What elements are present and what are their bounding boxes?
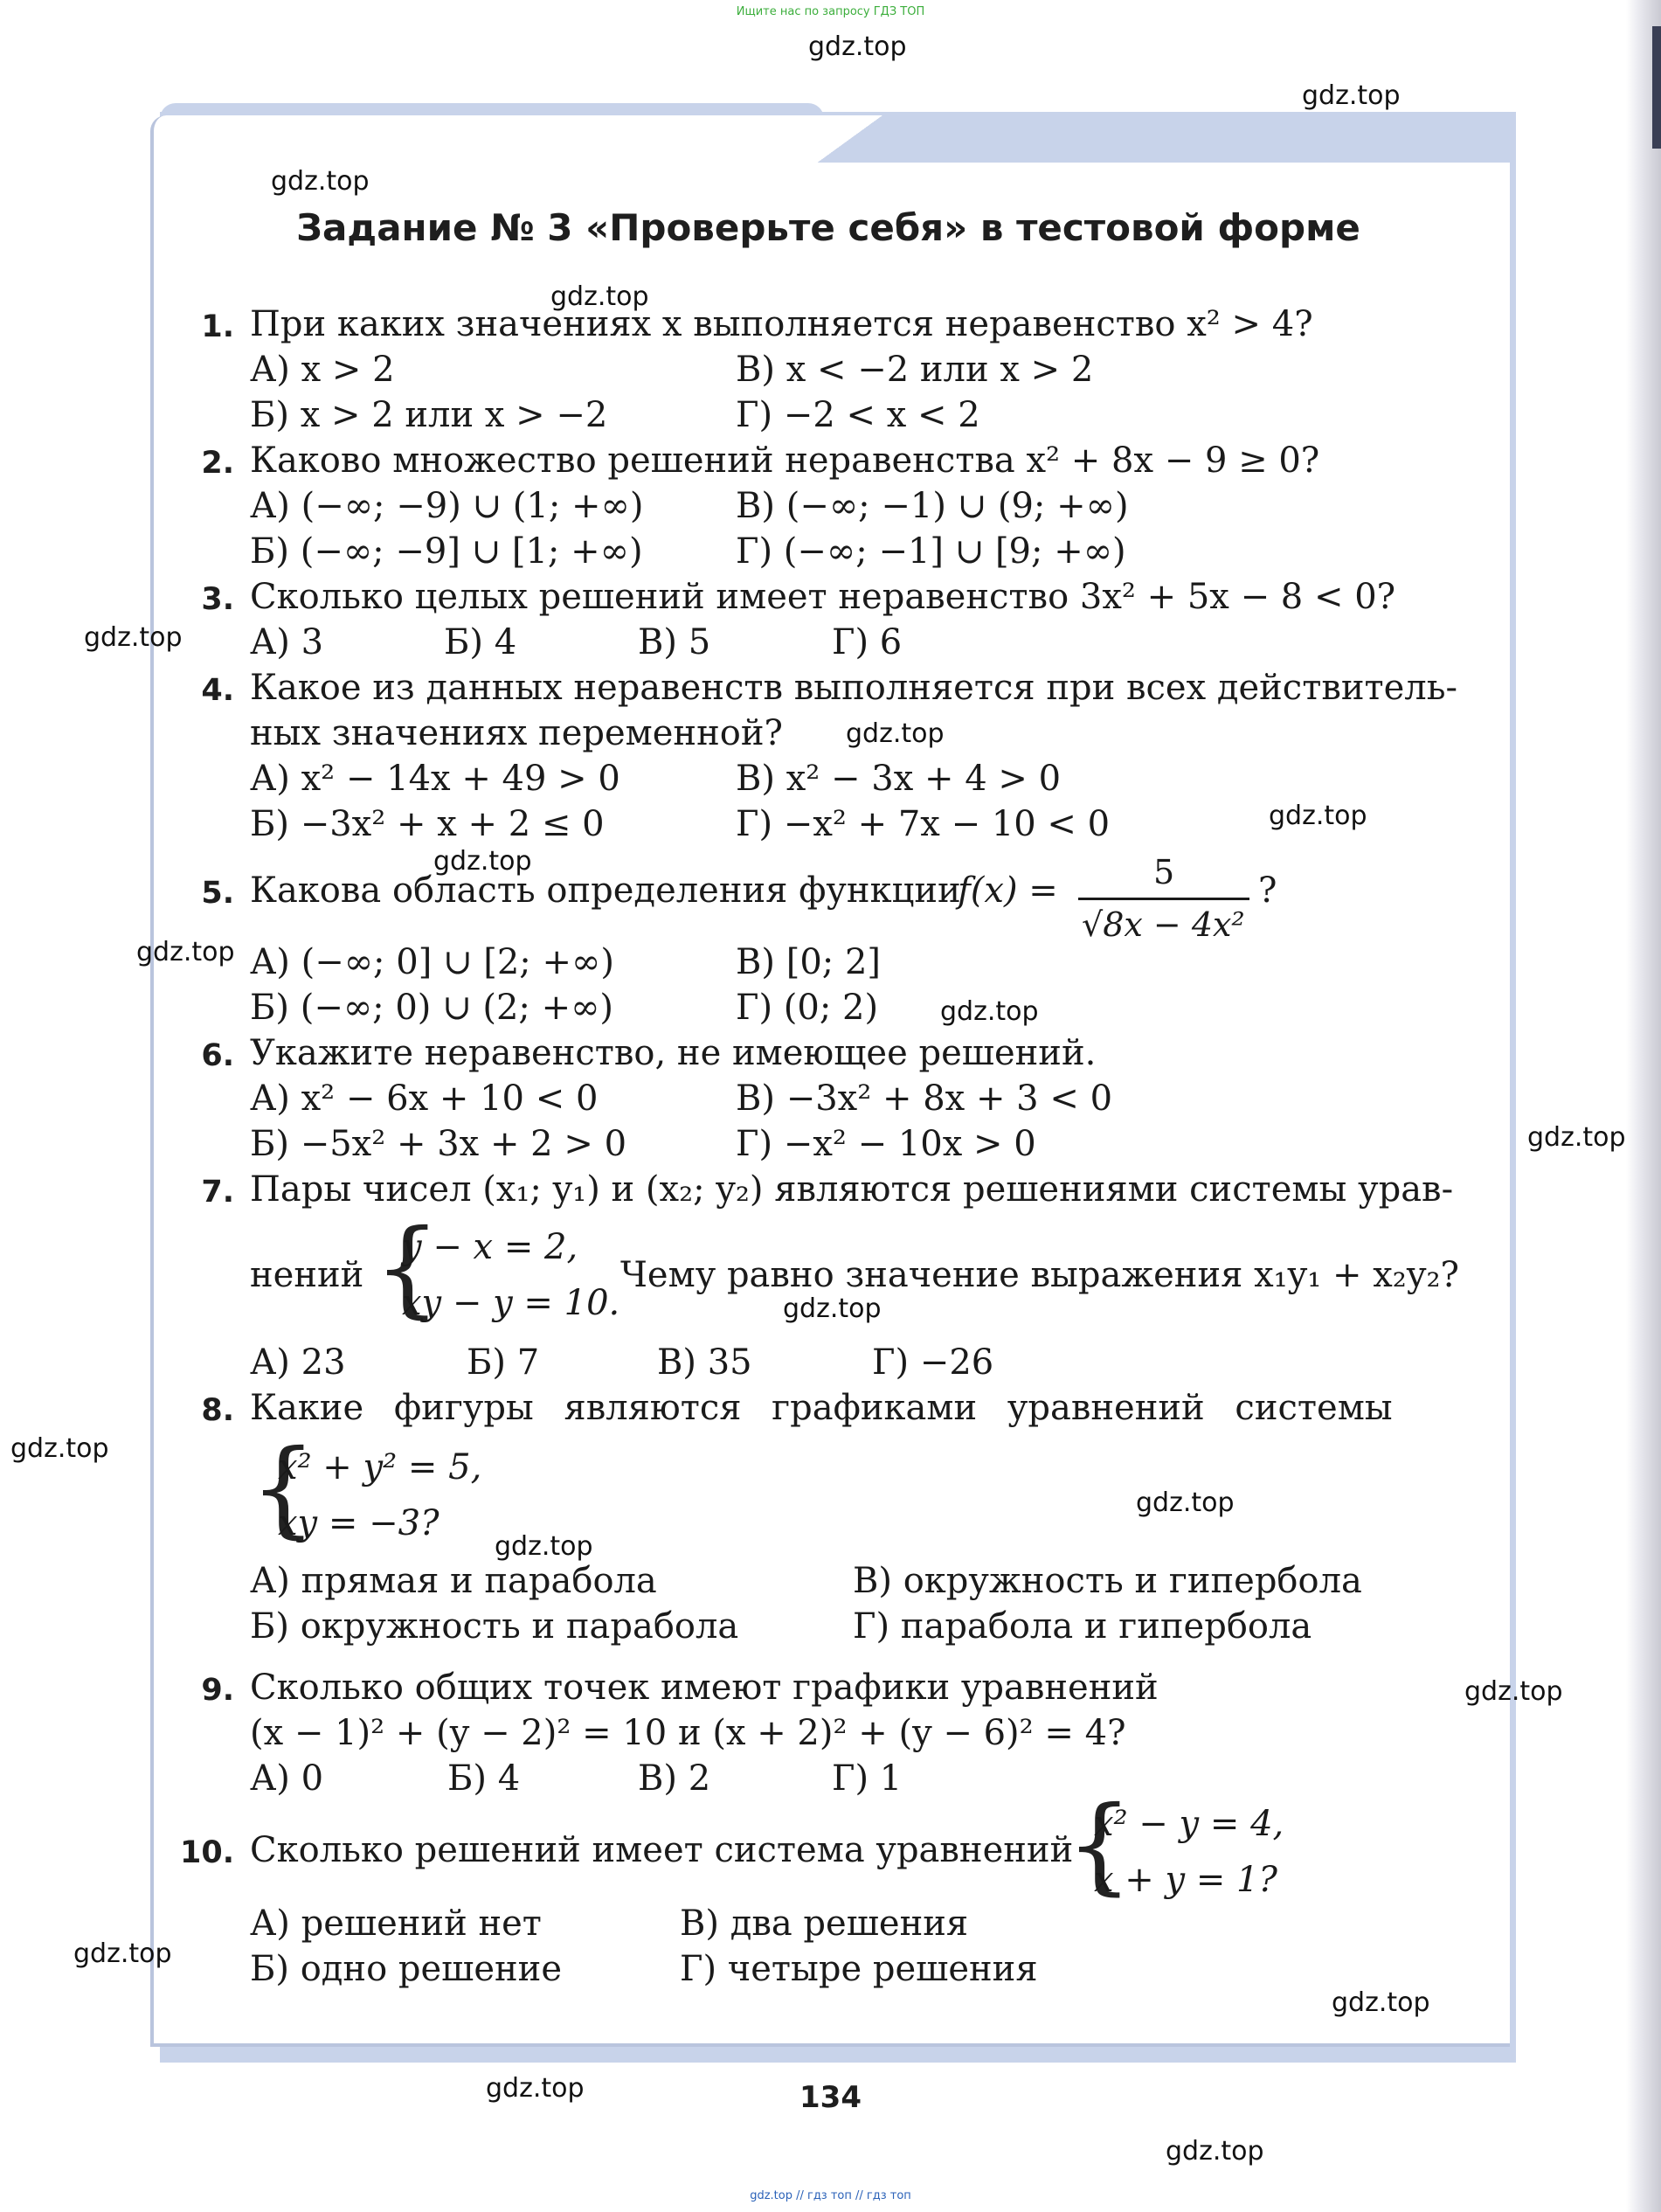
q4-option-b[interactable]: Б) −3x² + x + 2 ≤ 0: [250, 804, 605, 844]
q10-system-brace: {: [1066, 1785, 1133, 1906]
question-7-text-line1: Пары чисел (x₁; y₁) и (x₂; y₂) являются решениями системы урав-: [250, 1169, 1454, 1210]
q10-system-eq1: x² − y = 4,: [1094, 1804, 1284, 1844]
watermark: gdz.top: [10, 1433, 109, 1464]
watermark: gdz.top: [550, 281, 649, 312]
watermark: gdz.top: [495, 1531, 593, 1562]
question-6-text: Укажите неравенство, не имеющее решений.: [250, 1033, 1097, 1073]
question-5-text: Какова область определения функции: [250, 870, 961, 911]
watermark: gdz.top: [783, 1293, 882, 1324]
q8-system-eq2: xy = −3?: [278, 1503, 439, 1543]
q5-option-v[interactable]: В) [0; 2]: [736, 942, 882, 982]
q7-system-eq1: y − x = 2,: [402, 1227, 578, 1267]
q9-option-v[interactable]: В) 2: [638, 1758, 711, 1799]
q5-fraction-numerator: 5: [1153, 853, 1175, 891]
question-number-5: 5.: [201, 876, 234, 911]
frame-tab-slope: [813, 115, 882, 166]
page-edge-binding: [1652, 26, 1661, 149]
watermark: gdz.top: [84, 622, 183, 653]
question-number-6: 6.: [201, 1038, 234, 1073]
question-number-10: 10.: [179, 1835, 234, 1870]
q7-option-a[interactable]: А) 23: [250, 1342, 346, 1383]
q3-option-b[interactable]: Б) 4: [444, 622, 517, 662]
q6-option-v[interactable]: В) −3x² + 8x + 3 < 0: [736, 1078, 1113, 1119]
watermark: gdz.top: [73, 1938, 172, 1969]
question-2-text: Каково множество решений неравенства x² + 8x − 9 ≥ 0?: [250, 440, 1320, 481]
q8-option-v[interactable]: В) окружность и гипербола: [853, 1561, 1362, 1601]
q8-option-g[interactable]: Г) парабола и гипербола: [853, 1606, 1312, 1647]
q6-option-b[interactable]: Б) −5x² + 3x + 2 > 0: [250, 1124, 627, 1164]
q5-function-label: f(x) =: [958, 870, 1058, 911]
question-1-text: При каких значениях x выполняется неравенство x² > 4?: [250, 304, 1313, 344]
question-9-text-line1: Сколько общих точек имеют графики уравнений: [250, 1668, 1159, 1708]
watermark: gdz.top: [136, 937, 235, 967]
bottom-banner[interactable]: gdz.top // гдз топ // гдз топ: [750, 2189, 911, 2202]
question-3-text: Сколько целых решений имеет неравенство 3x² + 5x − 8 < 0?: [250, 577, 1396, 617]
question-number-8: 8.: [201, 1393, 234, 1428]
watermark: gdz.top: [1302, 80, 1401, 111]
question-number-3: 3.: [201, 582, 234, 617]
q5-fraction-bar: [1078, 898, 1249, 900]
q6-option-a[interactable]: А) x² − 6x + 10 < 0: [250, 1078, 599, 1119]
watermark: gdz.top: [808, 31, 907, 62]
question-8-text: Какие фигуры являются графиками уравнений системы: [250, 1388, 1393, 1428]
q4-option-g[interactable]: Г) −x² + 7x − 10 < 0: [736, 804, 1111, 844]
q2-option-b[interactable]: Б) (−∞; −9] ∪ [1; +∞): [250, 531, 643, 572]
q5-option-b[interactable]: Б) (−∞; 0) ∪ (2; +∞): [250, 988, 614, 1028]
q6-option-g[interactable]: Г) −x² − 10x > 0: [736, 1124, 1036, 1164]
q1-option-a[interactable]: А) x > 2: [250, 350, 395, 390]
watermark: gdz.top: [1136, 1487, 1235, 1518]
q7-option-g[interactable]: Г) −26: [872, 1342, 994, 1383]
question-10-text: Сколько решений имеет система уравнений: [250, 1830, 1074, 1870]
q7-system-eq2: xy − y = 10.: [402, 1283, 620, 1323]
watermark: gdz.top: [1464, 1676, 1563, 1707]
q9-option-b[interactable]: Б) 4: [447, 1758, 521, 1799]
q5-fraction-denominator: √8x − 4x²: [1082, 905, 1245, 944]
watermark: gdz.top: [846, 718, 945, 749]
q8-option-b[interactable]: Б) окружность и парабола: [250, 1606, 739, 1647]
q2-option-v[interactable]: В) (−∞; −1) ∪ (9; +∞): [736, 486, 1129, 526]
watermark: gdz.top: [1332, 1987, 1430, 2018]
question-9-text-line2: (x − 1)² + (y − 2)² = 10 и (x + 2)² + (y − 6)² = 4?: [250, 1713, 1126, 1753]
q1-option-g[interactable]: Г) −2 < x < 2: [736, 395, 980, 435]
page-edge: [1626, 0, 1661, 2212]
q10-system-eq2: x + y = 1?: [1094, 1860, 1277, 1900]
q1-option-v[interactable]: В) x < −2 или x > 2: [736, 350, 1094, 390]
question-7-text-suffix: Чему равно значение выражения x₁y₁ + x₂y₂?: [620, 1255, 1459, 1295]
q7-option-b[interactable]: Б) 7: [467, 1342, 540, 1383]
watermark: gdz.top: [1269, 801, 1367, 831]
frame-tab: [150, 115, 818, 168]
q3-option-g[interactable]: Г) 6: [832, 622, 903, 662]
question-number-4: 4.: [201, 673, 234, 708]
question-number-7: 7.: [201, 1175, 234, 1210]
q7-system-brace: {: [374, 1208, 441, 1329]
watermark: gdz.top: [486, 2073, 585, 2104]
watermark: gdz.top: [433, 846, 532, 877]
q10-option-a[interactable]: А) решений нет: [250, 1903, 542, 1944]
q4-option-v[interactable]: В) x² − 3x + 4 > 0: [736, 759, 1062, 799]
question-4-text-line1: Какое из данных неравенств выполняется при всех действитель-: [250, 668, 1458, 708]
q1-option-b[interactable]: Б) x > 2 или x > −2: [250, 395, 608, 435]
question-4-text-line2: ных значениях переменной?: [250, 713, 783, 753]
q4-option-a[interactable]: А) x² − 14x + 49 > 0: [250, 759, 620, 799]
q5-question-mark: ?: [1258, 870, 1277, 911]
q8-system-brace: {: [250, 1428, 317, 1550]
q10-option-b[interactable]: Б) одно решение: [250, 1949, 563, 1989]
q3-option-v[interactable]: В) 5: [638, 622, 711, 662]
top-banner[interactable]: Ищите нас по запросу ГДЗ ТОП: [736, 5, 925, 18]
watermark: gdz.top: [1166, 2136, 1264, 2167]
q9-option-g[interactable]: Г) 1: [832, 1758, 903, 1799]
watermark: gdz.top: [1527, 1122, 1626, 1153]
watermark: gdz.top: [271, 166, 370, 197]
q5-option-g[interactable]: Г) (0; 2): [736, 988, 879, 1028]
question-7-text-prefix: нений: [250, 1255, 364, 1295]
q2-option-a[interactable]: А) (−∞; −9) ∪ (1; +∞): [250, 486, 644, 526]
q9-option-a[interactable]: А) 0: [250, 1758, 324, 1799]
question-number-9: 9.: [201, 1673, 234, 1708]
page-title: Задание № 3 «Проверьте себя» в тестовой форме: [296, 206, 1360, 249]
q7-option-v[interactable]: В) 35: [657, 1342, 752, 1383]
q8-option-a[interactable]: А) прямая и парабола: [250, 1561, 657, 1601]
watermark: gdz.top: [940, 996, 1039, 1027]
q5-option-a[interactable]: А) (−∞; 0] ∪ [2; +∞): [250, 942, 614, 982]
question-number-1: 1.: [201, 309, 234, 344]
q10-option-v[interactable]: В) два решения: [680, 1903, 969, 1944]
q8-system-eq1: x² + y² = 5,: [278, 1447, 482, 1487]
question-number-2: 2.: [201, 446, 234, 481]
q2-option-g[interactable]: Г) (−∞; −1] ∪ [9; +∞): [736, 531, 1126, 572]
q3-option-a[interactable]: А) 3: [250, 622, 324, 662]
q10-option-g[interactable]: Г) четыре решения: [680, 1949, 1038, 1989]
page-number: 134: [799, 2080, 862, 2115]
